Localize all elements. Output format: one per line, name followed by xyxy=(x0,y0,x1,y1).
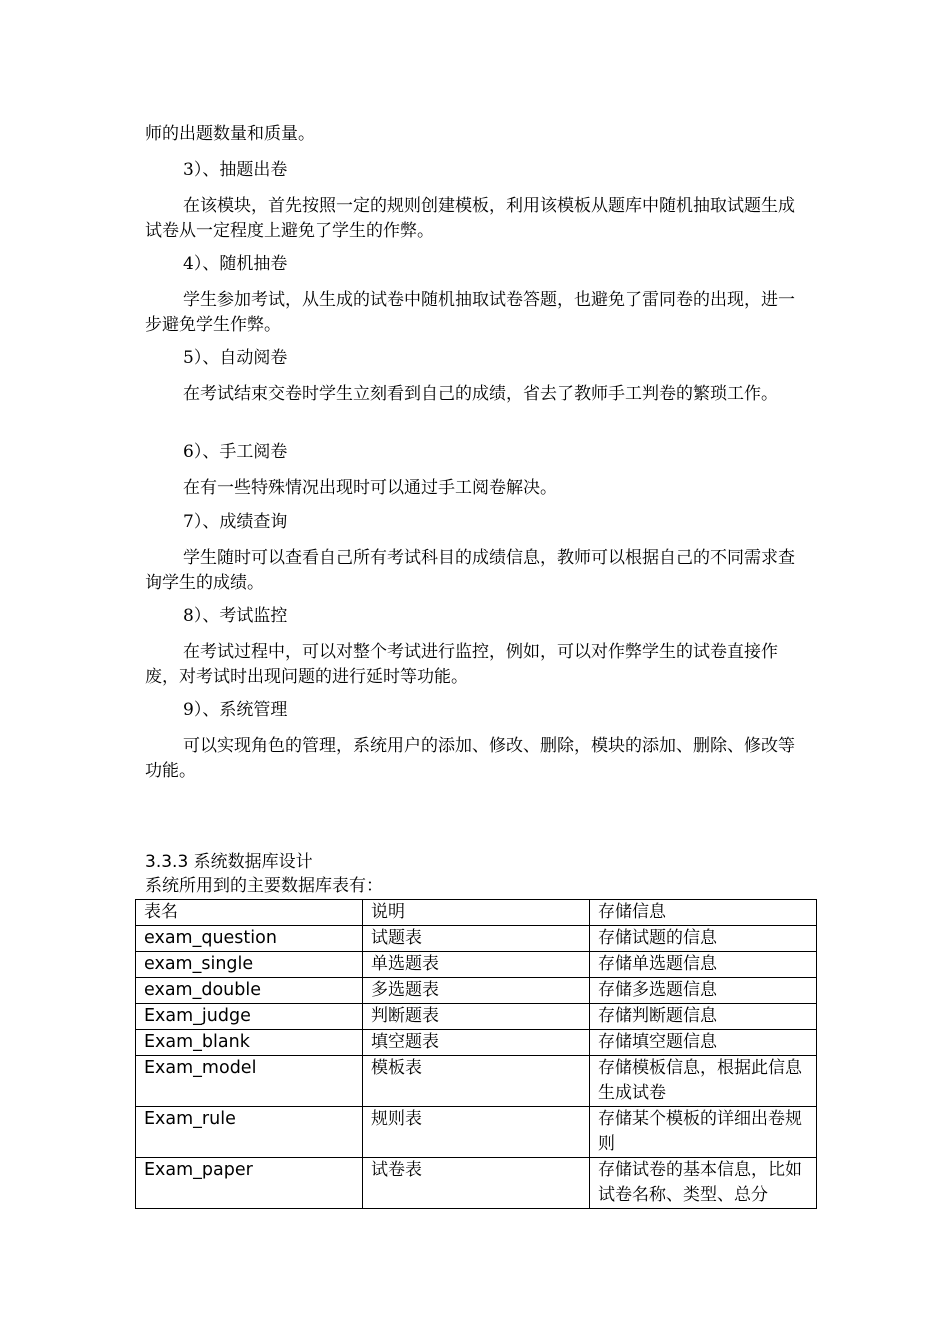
table-cell: Exam_judge xyxy=(136,1004,363,1030)
database-table xyxy=(135,899,817,1209)
table-cell: 存储判断题信息 xyxy=(590,1004,817,1030)
table-cell: 存储模板信息，根据此信息生成试卷 xyxy=(590,1056,817,1107)
table-cell: exam_double xyxy=(136,978,363,1004)
item-heading-8: 8）、考试监控 xyxy=(183,606,288,626)
table-cell: 存储多选题信息 xyxy=(590,978,817,1004)
table-cell: Exam_rule xyxy=(136,1107,363,1158)
table-row xyxy=(136,1030,817,1056)
table-row xyxy=(136,1107,817,1158)
table-cell: Exam_paper xyxy=(136,1158,363,1209)
paragraph-9: 可以实现角色的管理，系统用户的添加、修改、删除，模块的添加、删除、修改等功能。 xyxy=(145,736,795,781)
table-row xyxy=(136,1056,817,1107)
table-cell: 存储试卷的基本信息，比如试卷名称、类型、总分 xyxy=(590,1158,817,1209)
table-cell: 存储某个模板的详细出卷规则 xyxy=(590,1107,817,1158)
table-cell: exam_single xyxy=(136,952,363,978)
table-cell: 存储试题的信息 xyxy=(590,926,817,952)
table-cell: Exam_blank xyxy=(136,1030,363,1056)
paragraph-4: 学生参加考试，从生成的试卷中随机抽取试卷答题，也避免了雷同卷的出现，进一步避免学生作弊。 xyxy=(145,290,795,335)
item-heading-4: 4）、随机抽卷 xyxy=(183,254,288,274)
paragraph-6: 在有一些特殊情况出现时可以通过手工阅卷解决。 xyxy=(183,478,557,498)
paragraph-continuation: 师的出题数量和质量。 xyxy=(145,124,315,144)
section-intro: 系统所用到的主要数据库表有： xyxy=(145,876,383,896)
paragraph-8: 在考试过程中，可以对整个考试进行监控，例如，可以对作弊学生的试卷直接作废，对考试时出现问题的进行延时等功能。 xyxy=(145,642,778,687)
item-heading-7: 7）、成绩查询 xyxy=(183,512,288,532)
table-row xyxy=(136,926,817,952)
table-cell: exam_question xyxy=(136,926,363,952)
section-heading xyxy=(145,851,313,873)
table-cell: 试题表 xyxy=(363,926,590,952)
table-cell: 试卷表 xyxy=(363,1158,590,1209)
section-number: 3.3.3 xyxy=(145,852,189,872)
table-header-row xyxy=(136,900,817,926)
table-row xyxy=(136,952,817,978)
item-heading-6: 6）、手工阅卷 xyxy=(183,442,288,462)
table-row xyxy=(136,1004,817,1030)
table-row xyxy=(136,1158,817,1209)
table-cell: 规则表 xyxy=(363,1107,590,1158)
paragraph-3: 在该模块，首先按照一定的规则创建模板，利用该模板从题库中随机抽取试题生成试卷从一定程度上避免了学生的作弊。 xyxy=(145,196,795,241)
table-header-cell: 存储信息 xyxy=(590,900,817,926)
item-heading-3: 3）、抽题出卷 xyxy=(183,160,288,180)
table-cell: 填空题表 xyxy=(363,1030,590,1056)
table-row xyxy=(136,978,817,1004)
table-cell: Exam_model xyxy=(136,1056,363,1107)
table-cell: 单选题表 xyxy=(363,952,590,978)
paragraph-5: 在考试结束交卷时学生立刻看到自己的成绩，省去了教师手工判卷的繁琐工作。 xyxy=(183,384,778,404)
table-cell: 存储填空题信息 xyxy=(590,1030,817,1056)
table-header-cell: 表名 xyxy=(136,900,363,926)
item-heading-5: 5）、自动阅卷 xyxy=(183,348,288,368)
table-cell: 模板表 xyxy=(363,1056,590,1107)
table-cell: 存储单选题信息 xyxy=(590,952,817,978)
table-header-cell: 说明 xyxy=(363,900,590,926)
item-heading-9: 9）、系统管理 xyxy=(183,700,288,720)
table-cell: 多选题表 xyxy=(363,978,590,1004)
paragraph-7: 学生随时可以查看自己所有考试科目的成绩信息，教师可以根据自己的不同需求查询学生的成绩。 xyxy=(145,548,795,593)
table-cell: 判断题表 xyxy=(363,1004,590,1030)
section-title: 系统数据库设计 xyxy=(193,852,313,872)
